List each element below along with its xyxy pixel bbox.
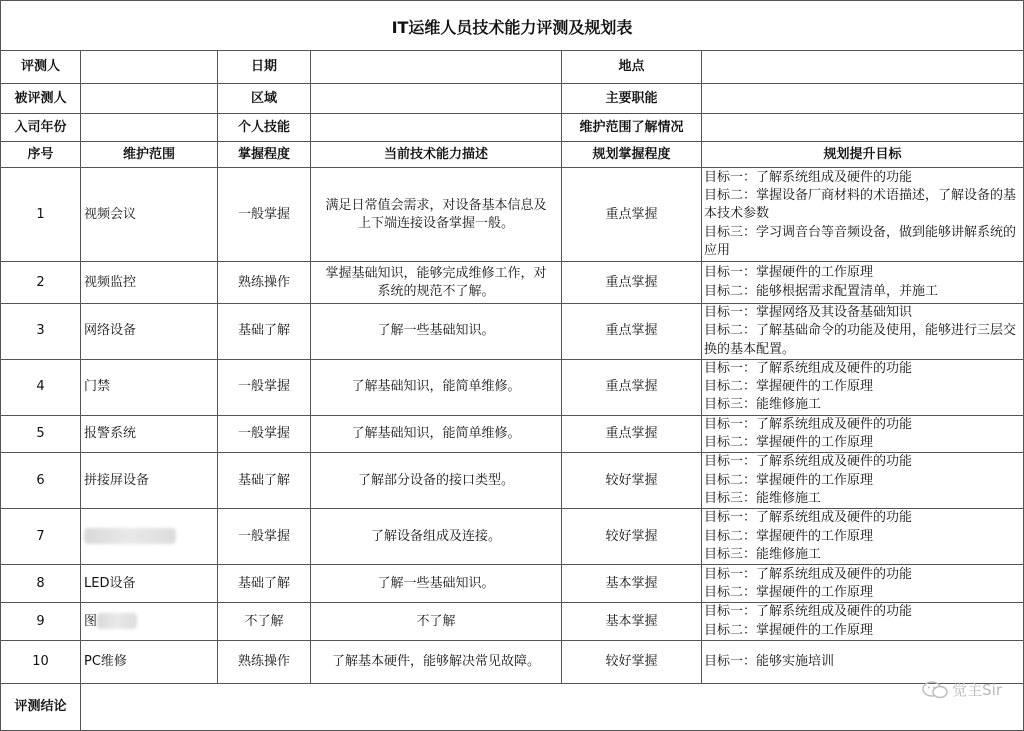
goal-item: 目标三：能维修施工: [704, 491, 822, 507]
header-level: 掌握程度: [218, 142, 311, 168]
join-year-value[interactable]: [81, 114, 218, 142]
row-goals: [702, 262, 1024, 304]
redacted-text: [84, 528, 176, 544]
row-scope: 网络设备: [81, 304, 218, 360]
row-level: 基础了解: [218, 453, 311, 509]
goal-item: 目标三：能维修施工: [704, 397, 822, 413]
row-no: 2: [1, 262, 81, 304]
row-plan: 较好掌握: [562, 509, 702, 565]
row-plan: 重点掌握: [562, 262, 702, 304]
goal-item: 目标二：掌握硬件的工作原理: [704, 435, 874, 451]
row-goals: [702, 509, 1024, 565]
goal-item: 目标二：掌握硬件的工作原理: [704, 528, 874, 544]
row-no: 7: [1, 509, 81, 565]
table-row: [1, 262, 1024, 304]
row-scope: 视频监控: [81, 262, 218, 304]
row-no: 4: [1, 359, 81, 415]
watermark: [922, 679, 1002, 700]
skills-label: 个人技能: [218, 114, 311, 142]
row-goals: [702, 603, 1024, 641]
goal-item: 目标二：掌握设备厂商材料的术语描述，了解设备的基本技术参数: [704, 188, 1017, 222]
goal-item: 目标一：能够实施培训: [704, 653, 835, 669]
row-level: 熟练操作: [218, 262, 311, 304]
row-plan: 较好掌握: [562, 640, 702, 683]
row-scope: 视频会议: [81, 168, 218, 262]
row-desc: 满足日常值会需求，对设备基本信息及上下端连接设备掌握一般。: [311, 168, 562, 262]
table-row: [1, 640, 1024, 683]
row-plan: 重点掌握: [562, 415, 702, 453]
table-header: [1, 142, 1024, 168]
row-no: 1: [1, 168, 81, 262]
row-level: 一般掌握: [218, 359, 311, 415]
skills-value[interactable]: [311, 114, 562, 142]
table-row: [1, 603, 1024, 641]
watermark-text: 觉主Sir: [952, 681, 1002, 699]
row-level: 基础了解: [218, 304, 311, 360]
goal-item: 目标三：学习调音台等音频设备，做到能够讲解系统的应用: [704, 224, 1017, 258]
evaluatee-label: 被评测人: [1, 84, 81, 114]
row-scope: 拼接屏设备: [81, 453, 218, 509]
row-level: 一般掌握: [218, 509, 311, 565]
location-value[interactable]: [702, 51, 1024, 84]
row-plan: 基本掌握: [562, 565, 702, 603]
scope-understanding-label: 维护范围了解情况: [562, 114, 702, 142]
duty-value[interactable]: [702, 84, 1024, 114]
row-no: 6: [1, 453, 81, 509]
row-goals: [702, 168, 1024, 262]
goal-item: 目标一：了解系统组成及硬件的功能: [704, 566, 913, 582]
row-goals: [702, 415, 1024, 453]
conclusion-row: [1, 683, 1024, 730]
table-row: [1, 168, 1024, 262]
row-desc: 掌握基础知识，能够完成维修工作，对系统的规范不了解。: [311, 262, 562, 304]
date-label: 日期: [218, 51, 311, 84]
goal-item: 目标二：掌握硬件的工作原理: [704, 379, 874, 395]
row-plan: 重点掌握: [562, 359, 702, 415]
goal-item: 目标一：了解系统组成及硬件的功能: [704, 454, 913, 470]
row-desc: 了解基础知识，能简单维修。: [311, 359, 562, 415]
goal-item: 目标一：掌握网络及其设备基础知识: [704, 305, 913, 320]
header-plan: 规划掌握程度: [562, 142, 702, 168]
table-row: [1, 565, 1024, 603]
evaluator-value[interactable]: [81, 51, 218, 84]
goal-item: 目标二：能够根据需求配置清单，并施工: [704, 283, 939, 299]
table-row: [1, 509, 1024, 565]
row-scope: [81, 509, 218, 565]
info-row-3: [1, 114, 1024, 142]
row-goals: [702, 359, 1024, 415]
row-no: 3: [1, 304, 81, 360]
row-level: 熟练操作: [218, 640, 311, 683]
row-desc: 了解基本硬件，能够解决常见故障。: [311, 640, 562, 683]
goal-item: 目标一：了解系统组成及硬件的功能: [704, 604, 913, 620]
row-level: 不了解: [218, 603, 311, 641]
goal-item: 目标二：掌握硬件的工作原理: [704, 472, 874, 488]
row-desc: 了解部分设备的接口类型。: [311, 453, 562, 509]
conclusion-value[interactable]: [81, 683, 1024, 730]
row-scope: PC维修: [81, 640, 218, 683]
goal-item: 目标三：能维修施工: [704, 547, 822, 563]
row-desc: 了解基础知识，能简单维修。: [311, 415, 562, 453]
row-no: 5: [1, 415, 81, 453]
join-year-label: 入司年份: [1, 114, 81, 142]
row-level: 一般掌握: [218, 415, 311, 453]
goal-item: 目标一：掌握硬件的工作原理: [704, 265, 874, 281]
goal-item: 目标二：掌握硬件的工作原理: [704, 622, 874, 638]
row-no: 9: [1, 603, 81, 641]
row-goals: [702, 453, 1024, 509]
scope-understanding-value[interactable]: [702, 114, 1024, 142]
row-plan: 重点掌握: [562, 304, 702, 360]
evaluator-label: 评测人: [1, 51, 81, 84]
row-no: 10: [1, 640, 81, 683]
region-value[interactable]: [311, 84, 562, 114]
wechat-icon: [922, 681, 948, 699]
sheet-title: IT运维人员技术能力评测及规划表: [0, 0, 1024, 51]
row-desc: 了解一些基础知识。: [311, 304, 562, 360]
header-desc: 当前技术能力描述: [311, 142, 562, 168]
row-plan: 重点掌握: [562, 168, 702, 262]
table-row: [1, 359, 1024, 415]
row-scope-text: 图: [84, 613, 98, 629]
row-plan: 较好掌握: [562, 453, 702, 509]
goal-item: 目标一：了解系统组成及硬件的功能: [704, 169, 913, 185]
goal-item: 目标一：了解系统组成及硬件的功能: [704, 510, 913, 526]
info-row-2: [1, 84, 1024, 114]
row-scope: 门禁: [81, 359, 218, 415]
row-level: 一般掌握: [218, 168, 311, 262]
table-row: [1, 415, 1024, 453]
row-level: 基础了解: [218, 565, 311, 603]
redacted-text: [97, 613, 137, 629]
duty-label: 主要职能: [562, 84, 702, 114]
evaluation-table: [0, 50, 1024, 731]
row-desc: 了解一些基础知识。: [311, 565, 562, 603]
goal-item: 目标二：了解基础命令的功能及使用，能够进行三层交换的基本配置。: [704, 323, 1017, 357]
region-label: 区域: [218, 84, 311, 114]
row-desc: 了解设备组成及连接。: [311, 509, 562, 565]
row-goals: [702, 304, 1024, 360]
header-no: 序号: [1, 142, 81, 168]
row-scope: [81, 603, 218, 641]
table-row: [1, 453, 1024, 509]
row-desc: 不了解: [311, 603, 562, 641]
location-label: 地点: [562, 51, 702, 84]
row-scope: LED设备: [81, 565, 218, 603]
row-scope: 报警系统: [81, 415, 218, 453]
goal-item: 目标一：了解系统组成及硬件的功能: [704, 360, 913, 376]
conclusion-label: 评测结论: [1, 683, 81, 730]
info-row-1: [1, 51, 1024, 84]
row-no: 8: [1, 565, 81, 603]
row-goals: [702, 640, 1024, 683]
date-value[interactable]: [311, 51, 562, 84]
row-goals: [702, 565, 1024, 603]
header-goals: 规划提升目标: [702, 142, 1024, 168]
goal-item: 目标二：掌握硬件的工作原理: [704, 584, 874, 600]
table-body: [1, 168, 1024, 684]
evaluatee-value[interactable]: [81, 84, 218, 114]
goal-item: 目标一：了解系统组成及硬件的功能: [704, 416, 913, 432]
header-scope: 维护范围: [81, 142, 218, 168]
table-row: [1, 304, 1024, 360]
row-plan: 基本掌握: [562, 603, 702, 641]
